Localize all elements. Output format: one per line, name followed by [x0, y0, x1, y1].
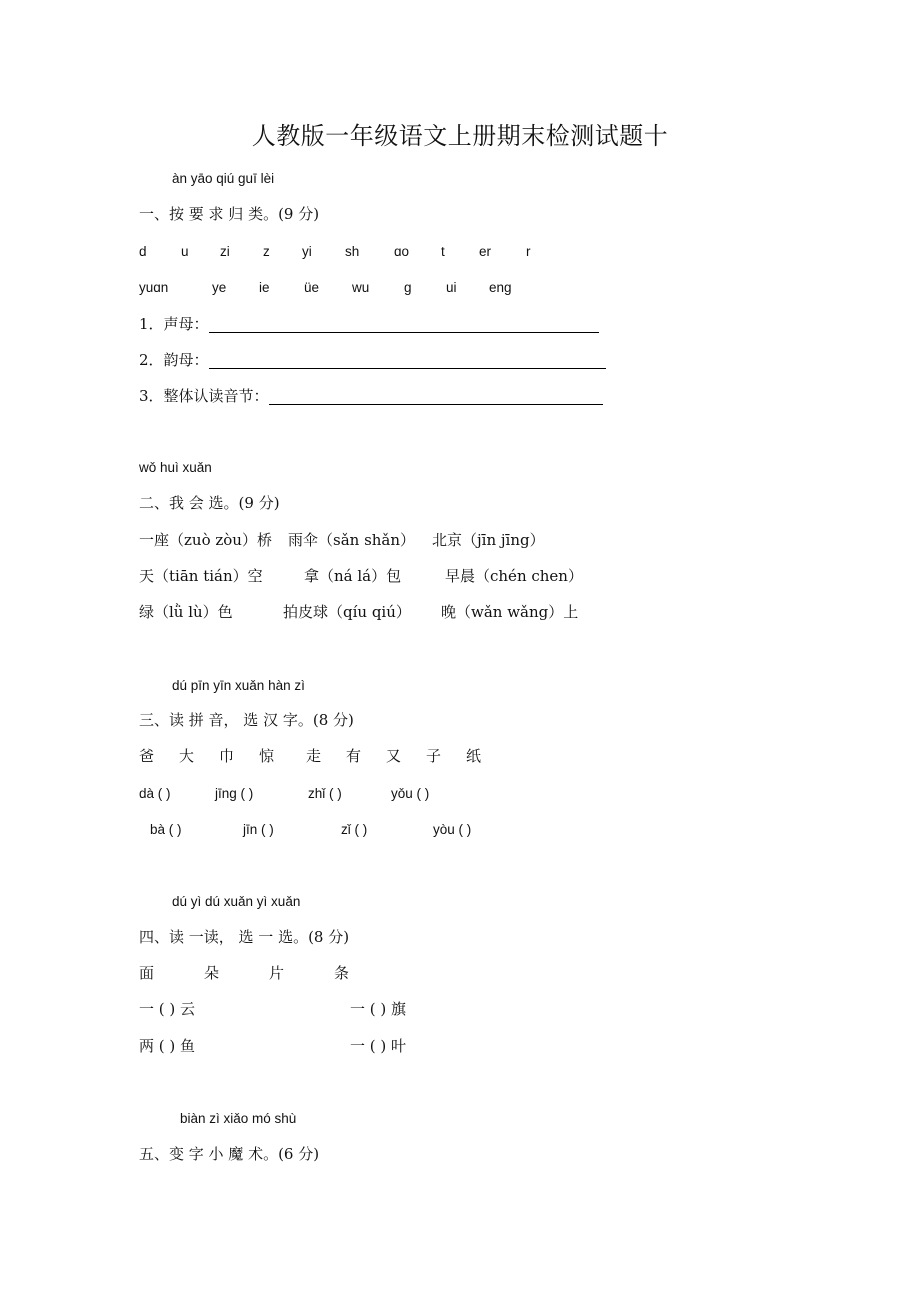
- char-item: 巾: [219, 747, 235, 765]
- char-item: 面: [139, 964, 155, 982]
- char-item: 条: [334, 964, 350, 982]
- letter-item: wu: [352, 280, 370, 295]
- fill-item[interactable]: yǒu ( ): [391, 786, 430, 801]
- section-4-pinyin: dú yì dú xuǎn yì xuǎn: [172, 894, 301, 909]
- letter-item: ɑo: [394, 244, 410, 259]
- section-4-heading: 四、读 一读， 选 一 选。(8 分): [139, 928, 350, 946]
- fill-item[interactable]: bà ( ): [150, 822, 182, 837]
- question-1: [139, 315, 599, 333]
- letter-item: yi: [302, 244, 312, 259]
- question-3-label: 3．整体认读音节：: [139, 387, 269, 405]
- char-item: 惊: [259, 747, 275, 765]
- letter-item: yuɑn: [139, 280, 169, 295]
- char-item: 片: [269, 964, 285, 982]
- char-item: 有: [346, 747, 362, 765]
- char-item: 走: [306, 747, 322, 765]
- choice-item: 一座（zuò zòu）桥: [139, 531, 272, 549]
- answer-line-2[interactable]: [209, 354, 606, 369]
- answer-line-3[interactable]: [269, 390, 603, 405]
- letter-item: z: [263, 244, 270, 259]
- letter-item: eng: [489, 280, 512, 295]
- fill-item[interactable]: zǐ ( ): [341, 822, 368, 837]
- char-item: 大: [179, 747, 195, 765]
- choice-item: 拍皮球（qíu qiú）: [283, 603, 411, 621]
- fill-item[interactable]: 一 ( ) 云: [139, 1000, 196, 1018]
- fill-item[interactable]: jīn ( ): [243, 822, 274, 837]
- section-1-pinyin: àn yāo qiú guī lèi: [172, 171, 275, 186]
- fill-item[interactable]: dà ( ): [139, 786, 171, 801]
- letter-item: ye: [212, 280, 227, 295]
- char-item: 朵: [204, 964, 220, 982]
- letter-item: üe: [304, 280, 320, 295]
- choice-item: 北京（jīn jīng）: [432, 531, 545, 549]
- question-3: [139, 387, 603, 405]
- section-2-heading: 二、我 会 选。(9 分): [139, 494, 280, 512]
- fill-item[interactable]: yòu ( ): [433, 822, 472, 837]
- answer-line-1[interactable]: [209, 318, 599, 333]
- letter-item: sh: [345, 244, 360, 259]
- section-3-heading: 三、读 拼 音， 选 汉 字。(8 分): [139, 711, 354, 729]
- question-2-label: 2．韵母：: [139, 351, 209, 369]
- choice-item: 天（tiān tián）空: [139, 567, 263, 585]
- letter-item: u: [181, 244, 189, 259]
- letter-item: ie: [259, 280, 270, 295]
- letter-item: er: [479, 244, 492, 259]
- fill-item[interactable]: 两 ( ) 鱼: [139, 1037, 196, 1055]
- letter-item: ui: [446, 280, 457, 295]
- choice-item: 雨伞（sǎn shǎn）: [288, 531, 416, 549]
- choice-item: 拿（ná lá）包: [304, 567, 402, 585]
- section-5-pinyin: biàn zì xiǎo mó shù: [180, 1111, 297, 1126]
- fill-item[interactable]: jīng ( ): [215, 786, 254, 801]
- page-title: 人教版一年级语文上册期末检测试题十: [251, 122, 669, 150]
- choice-item: 绿（lǜ lù）色: [139, 603, 233, 621]
- char-item: 子: [426, 747, 442, 765]
- letter-item: d: [139, 244, 147, 259]
- letter-item: zi: [220, 244, 230, 259]
- section-5-heading: 五、变 字 小 魔 术。(6 分): [139, 1145, 320, 1163]
- section-3-pinyin: dú pīn yīn xuǎn hàn zì: [172, 678, 305, 693]
- fill-item[interactable]: 一 ( ) 旗: [350, 1000, 407, 1018]
- choice-item: 晚（wǎn wǎng）上: [441, 603, 579, 621]
- question-1-label: 1．声母：: [139, 315, 209, 333]
- letter-item: g: [404, 280, 412, 295]
- question-2: [139, 351, 606, 369]
- char-item: 又: [386, 747, 402, 765]
- char-item: 纸: [466, 747, 482, 765]
- letter-item: r: [526, 244, 531, 259]
- letter-item: t: [441, 244, 445, 259]
- section-1-heading: 一、按 要 求 归 类。(9 分): [139, 205, 320, 223]
- section-2-pinyin: wǒ huì xuǎn: [139, 460, 212, 475]
- char-item: 爸: [139, 747, 155, 765]
- fill-item[interactable]: zhǐ ( ): [308, 786, 342, 801]
- fill-item[interactable]: 一 ( ) 叶: [350, 1037, 407, 1055]
- choice-item: 早晨（chén chen）: [445, 567, 583, 585]
